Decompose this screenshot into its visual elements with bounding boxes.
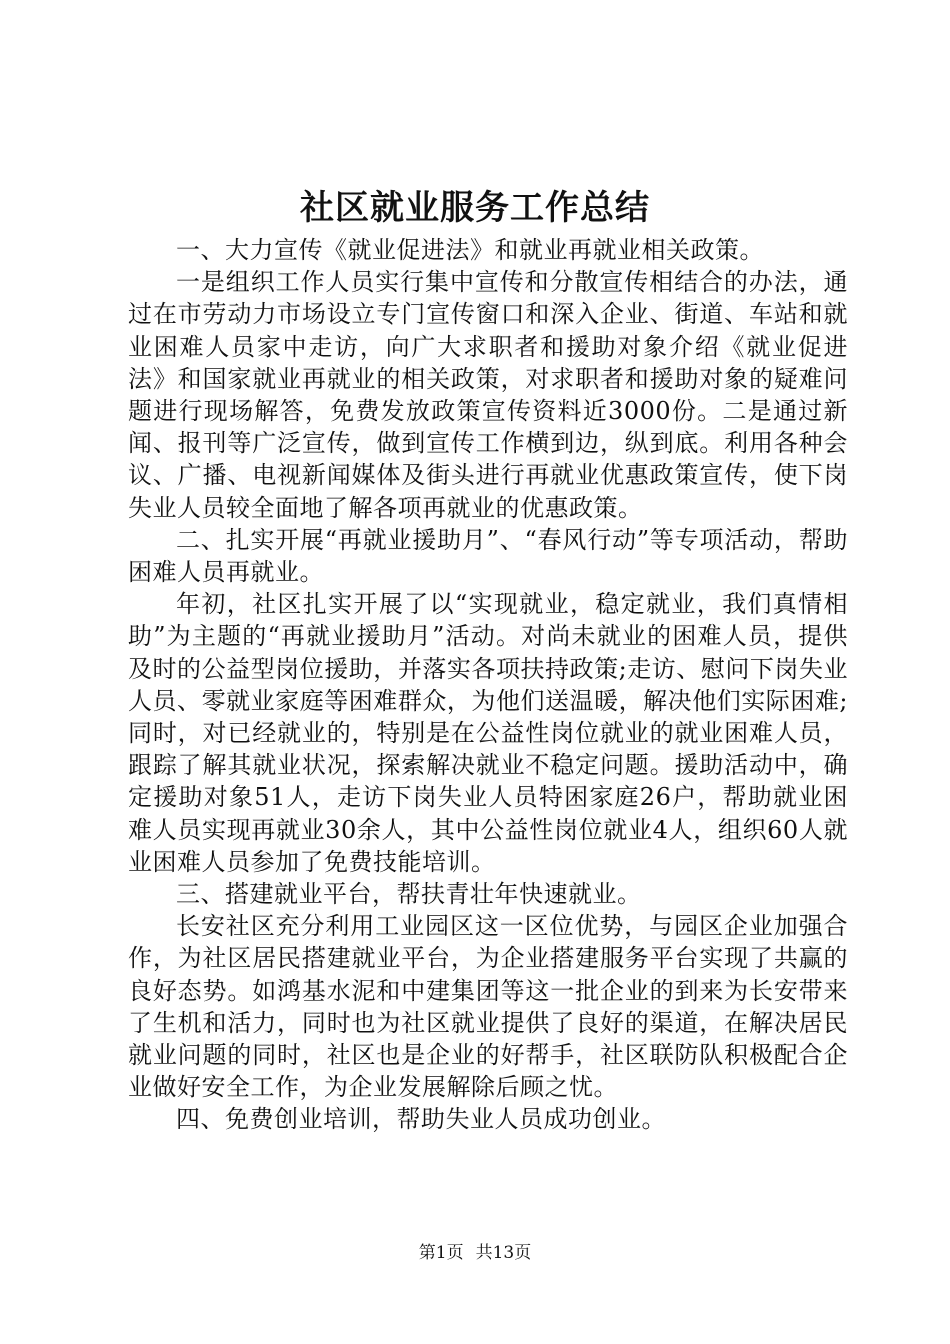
page-total: 共13页 — [475, 1243, 532, 1263]
paragraph-employment-platform: 长安社区充分利用工业园区这一区位优势，与园区企业加强合作，为社区居民搭建就业平台，为企业搭建服务平台实现了共赢的良好态势。如鸿基水泥和中建集团等这一批企业的到来为长安带来了生机和活力，同时也为社区就业提供了良好的渠道，在解决居民就业问题的同时，社区也是企业的好帮手，社区联防队积极配合企业做好安全工作，为企业发展解除后顾之忧。 — [128, 912, 848, 1102]
paragraph-assistance-month: 年初，社区扎实开展了以“实现就业，稳定就业，我们真情相助”为主题的“再就业援助月”活动。对尚未就业的困难人员，提供及时的公益型岗位援助，并落实各项扶持政策;走访、慰问下岗失业人员、零就业家庭等困难群众，为他们送温暖，解决他们实际困难;同时，对已经就业的，特别是在公益性岗位就业的就业困难人员，跟踪了解其就业状况，探索解决就业不稳定问题。援助活动中，确定援助对象51人，走访下岗失业人员特困家庭26户，帮助就业困难人员实现再就业30余人，其中公益性岗位就业4人，组织60人就业困难人员参加了免费技能培训。 — [128, 590, 848, 876]
paragraph-publicity: 一是组织工作人员实行集中宣传和分散宣传相结合的办法，通过在市劳动力市场设立专门宣传窗口和深入企业、街道、车站和就业困难人员家中走访，向广大求职者和援助对象介绍《就业促进法》和国家就业再就业的相关政策，对求职者和援助对象的疑难问题进行现场解答，免费发放政策宣传资料近3000份。二是通过新闻、报刊等广泛宣传，做到宣传工作横到边，纵到底。利用各种会议、广播、电视新闻媒体及街头进行再就业优惠政策宣传，使下岗失业人员较全面地了解各项再就业的优惠政策。 — [128, 268, 848, 522]
document-body — [128, 234, 848, 1136]
page-number: 第1页 — [418, 1243, 464, 1263]
section-heading-2: 二、扎实开展“再就业援助月”、“春风行动”等专项活动，帮助困难人员再就业。 — [128, 525, 848, 587]
document-title: 社区就业服务工作总结 — [300, 188, 650, 228]
page-footer — [0, 1241, 950, 1265]
section-heading-4: 四、免费创业培训，帮助失业人员成功创业。 — [176, 1105, 666, 1134]
section-heading-3: 三、搭建就业平台，帮扶青壮年快速就业。 — [176, 880, 642, 909]
section-heading-1: 一、大力宣传《就业促进法》和就业再就业相关政策。 — [176, 236, 764, 264]
